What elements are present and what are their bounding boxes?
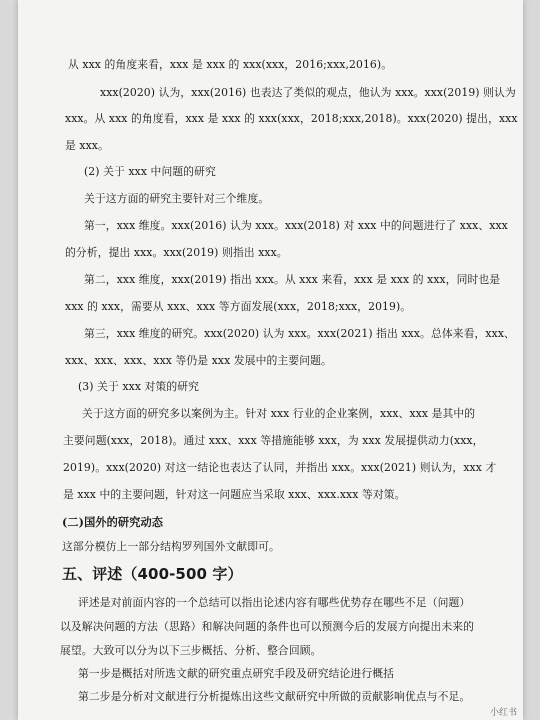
section-heading: (二)国外的研究动态 xyxy=(62,515,164,529)
document-page xyxy=(18,0,523,720)
subheading: (3) 关于 xxx 对策的研究 xyxy=(78,380,200,393)
text-line: 关于这方面的研究主要针对三个维度。 xyxy=(84,192,270,205)
text-line: xxx 的 xxx，需要从 xxx、xxx 等方面发展(xxx，2018;xxx，2019)。 xyxy=(65,300,412,313)
text-line: 关于这方面的研究多以案例为主。针对 xxx 行业的企业案例，xxx、xxx 是其中的 xyxy=(82,407,476,420)
text-line: 以及解决问题的方法（思路）和解决问题的条件也可以预测今后的发展方向提出未来的 xyxy=(60,620,475,633)
text-line: xxx(2020) 认为，xxx(2016) 也表达了类似的观点，他认为 xxx。xxx(2019) 则认为 xyxy=(100,86,516,99)
text-line: xxx、xxx、xxx、xxx 等仍是 xxx 发展中的主要问题。 xyxy=(65,354,332,367)
text-line: 评述是对前面内容的一个总结可以指出论述内容有哪些优势存在哪些不足（问题） xyxy=(78,596,471,609)
text-line: 是 xxx。 xyxy=(65,139,109,152)
text-line: 展望。大致可以分为以下三步概括、分析、整合回顾。 xyxy=(60,644,322,657)
text-line: 从 xxx 的角度来看，xxx 是 xxx 的 xxx(xxx，2016;xxx,2016)。 xyxy=(68,58,393,71)
text-line: 第三，xxx 维度的研究。xxx(2020) 认为 xxx。xxx(2021) 指出 xxx。总体来看，xxx、 xyxy=(84,327,515,340)
text-line: 主要问题(xxx，2018)。通过 xxx、xxx 等措施能够 xxx，为 xxx 发展提供动力(xxx， xyxy=(63,434,484,447)
text-line: 第二步是分析对文献进行分析提炼出这些文献研究中所做的贡献影响优点与不足。 xyxy=(78,690,471,703)
watermark: 小红书 xyxy=(489,708,517,718)
subheading: (2) 关于 xxx 中问题的研究 xyxy=(84,165,216,178)
text-line: 第一，xxx 维度。xxx(2016) 认为 xxx。xxx(2018) 对 xxx 中的问题进行了 xxx、xxx xyxy=(84,219,508,232)
chapter-heading: 五、评述（400-500 字） xyxy=(62,565,243,583)
text-line: 的分析，提出 xxx。xxx(2019) 则指出 xxx。 xyxy=(65,246,288,259)
text-line: 第一步是概括对所选文献的研究重点研究手段及研究结论进行概括 xyxy=(78,667,395,680)
text-line: 第二，xxx 维度，xxx(2019) 指出 xxx。从 xxx 来看，xxx 是 xxx 的 xxx，同时也是 xyxy=(84,273,501,286)
text-line: 这部分模仿上一部分结构罗列国外文献即可。 xyxy=(62,540,280,553)
text-line: xxx。从 xxx 的角度看，xxx 是 xxx 的 xxx(xxx，2018;xxx,2018)。xxx(2020) 提出，xxx xyxy=(65,112,518,125)
text-line: 是 xxx 中的主要问题，针对这一问题应当采取 xxx、xxx.xxx 等对策。 xyxy=(63,488,406,501)
text-line: 2019)。xxx(2020) 对这一结论也表达了认同，并指出 xxx。xxx(2021) 则认为，xxx 才 xyxy=(63,461,497,474)
